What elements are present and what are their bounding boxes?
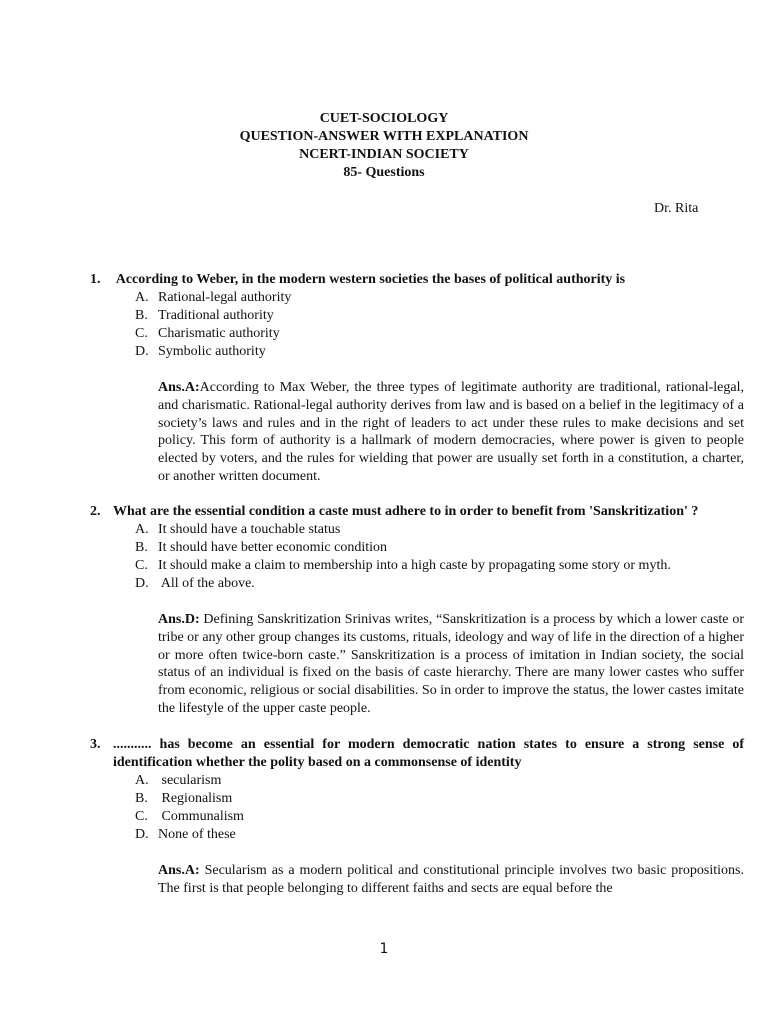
option-item bbox=[135, 343, 744, 361]
option-text: Communalism bbox=[158, 809, 244, 824]
document-header bbox=[0, 110, 768, 182]
question-block bbox=[90, 271, 744, 486]
header-subject: CUET-SOCIOLOGY bbox=[319, 111, 449, 126]
option-letter: A. bbox=[135, 290, 149, 305]
author-name: Dr. Rita bbox=[654, 201, 699, 216]
option-letter: D. bbox=[135, 827, 149, 842]
answer-text: According to Max Weber, the three types of legitimate authority are traditional, rational-legal, and charismatic. Rational-legal authority derives from law and is based on a belief in the legitimacy of a society’s laws and rules and in the right of leaders to act under these rules to make decisions and set policy. This form of authority is a hallmark of modern democracies, where power is given to people elected by voters, and the rules for wielding that power are usually set forth in a constitution, a charter, or another written document. bbox=[158, 380, 744, 484]
option-item bbox=[135, 307, 744, 325]
question-text: ........... has become an essential for modern democratic nation states to ensure a strong sense of identification whether the polity based on a commonsense of identity bbox=[113, 737, 744, 770]
option-item bbox=[135, 790, 744, 808]
option-item bbox=[135, 325, 744, 343]
answer-label: Ans.D: bbox=[158, 612, 200, 627]
option-text: secularism bbox=[158, 773, 222, 788]
header-subtitle: NCERT-INDIAN SOCIETY bbox=[299, 147, 469, 162]
option-text: None of these bbox=[158, 827, 236, 842]
header-question-count: 85- Questions bbox=[343, 165, 425, 180]
question-line bbox=[90, 271, 744, 289]
option-letter: C. bbox=[135, 809, 148, 824]
question-line bbox=[90, 503, 744, 521]
question-text: What are the essential condition a caste must adhere to in order to benefit from 'Sanskritization' ? bbox=[113, 504, 699, 519]
question-block bbox=[90, 736, 744, 898]
option-text: Rational-legal authority bbox=[158, 290, 292, 305]
answer-text: Defining Sanskritization Srinivas writes, “Sanskritization is a process by which a lower caste or tribe or any other group changes its customs, rituals, ideology and way of life in the direction of a higher or more often twice-born caste.” Sanskritization is a process of imitation in Indian society, the social status of an individual is fixed on the basis of caste hierarchy. There are many lower castes who suffer from economic, religious or social disabilities. So in order to improve the status, the lower castes imitate the lifestyle of the upper caste people. bbox=[158, 612, 744, 716]
question-line bbox=[90, 736, 744, 772]
header-title: QUESTION-ANSWER WITH EXPLANATION bbox=[239, 129, 529, 144]
option-text: Symbolic authority bbox=[158, 344, 266, 359]
option-text: Traditional authority bbox=[158, 308, 274, 323]
option-item bbox=[135, 557, 744, 575]
option-letter: B. bbox=[135, 308, 148, 323]
answer-explanation bbox=[158, 611, 744, 718]
page-number: 1 bbox=[379, 941, 389, 957]
option-text: Charismatic authority bbox=[158, 326, 280, 341]
option-item bbox=[135, 539, 744, 557]
option-text: It should have better economic condition bbox=[158, 540, 387, 555]
option-item bbox=[135, 826, 744, 844]
option-item bbox=[135, 808, 744, 826]
option-letter: C. bbox=[135, 326, 148, 341]
options-list bbox=[135, 289, 744, 361]
option-text: All of the above. bbox=[158, 576, 255, 591]
answer-label: Ans.A: bbox=[158, 380, 200, 395]
question-number: 1. bbox=[90, 272, 101, 287]
options-list bbox=[135, 521, 744, 593]
answer-text: Secularism as a modern political and constitutional principle involves two basic propositions. The first is that people belonging to different faiths and sects are equal before the bbox=[158, 863, 744, 896]
option-letter: A. bbox=[135, 522, 149, 537]
option-item bbox=[135, 772, 744, 790]
answer-label: Ans.A: bbox=[158, 863, 200, 878]
option-text: It should have a touchable status bbox=[158, 522, 341, 537]
option-text: It should make a claim to membership into a high caste by propagating some story or myth. bbox=[158, 558, 671, 573]
option-item bbox=[135, 289, 744, 307]
question-text: According to Weber, in the modern western societies the bases of political authority is bbox=[113, 272, 626, 287]
option-letter: D. bbox=[135, 344, 149, 359]
option-letter: C. bbox=[135, 558, 148, 573]
answer-explanation bbox=[158, 379, 744, 486]
option-letter: B. bbox=[135, 540, 148, 555]
option-letter: A. bbox=[135, 773, 149, 788]
answer-explanation bbox=[158, 862, 744, 898]
options-list bbox=[135, 772, 744, 844]
question-number: 2. bbox=[90, 504, 101, 519]
option-item bbox=[135, 521, 744, 539]
option-letter: D. bbox=[135, 576, 149, 591]
option-text: Regionalism bbox=[158, 791, 233, 806]
question-number: 3. bbox=[90, 737, 101, 752]
question-block bbox=[90, 503, 744, 718]
option-item bbox=[135, 575, 744, 593]
option-letter: B. bbox=[135, 791, 148, 806]
